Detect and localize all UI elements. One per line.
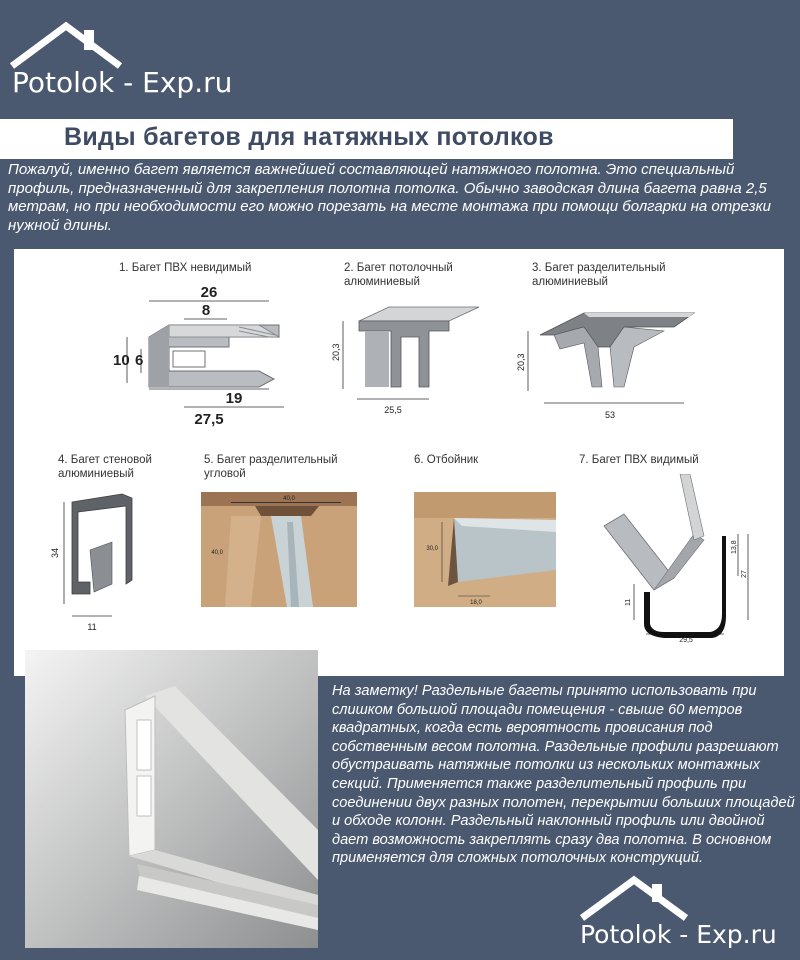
caption-profile-2 [344, 261, 453, 289]
logo-text: Potolok - Exp.ru [580, 920, 777, 949]
caption-line: алюминиевый [58, 468, 134, 480]
caption-line: алюминиевый [532, 276, 608, 288]
caption-line: 4. Багет стеновой [58, 454, 152, 466]
dim-width: 25,5 [384, 405, 402, 415]
dim-top: 40,0 [283, 496, 295, 502]
dim-left-outer: 10 [113, 352, 130, 369]
house-roof-icon [578, 870, 698, 922]
dim-height: 20,3 [516, 353, 526, 371]
dim-bottom-inner: 19 [225, 390, 243, 407]
page-title: Виды багетов для натяжных потолков [64, 123, 554, 151]
caption-line: алюминиевый [344, 276, 420, 288]
caption-line: 3. Багет разделительный [532, 262, 666, 274]
caption-profile-7 [579, 453, 699, 467]
dim-height: 20,3 [331, 343, 341, 361]
profile-2-drawing [329, 291, 479, 421]
profile-3-drawing [514, 291, 704, 421]
caption-profile-6 [414, 453, 478, 467]
dim-height: 34 [50, 547, 60, 558]
dim-left: 11 [625, 598, 632, 606]
caption-profile-5 [204, 453, 338, 481]
title-bar [0, 119, 733, 159]
dim-height: 30,0 [426, 546, 438, 552]
brand-logo-footer[interactable] [570, 870, 800, 960]
brand-logo[interactable] [0, 0, 240, 110]
caption-line: 6. Отбойник [414, 454, 479, 466]
dim-width: 53 [604, 410, 616, 420]
profile-1-drawing [109, 279, 309, 429]
caption-line: 1. Багет ПВХ невидимый [119, 262, 252, 274]
dim-left-inner: 6 [135, 352, 144, 369]
house-roof-icon [8, 4, 128, 70]
profile-7-drawing [594, 474, 754, 644]
profile-4-drawing [42, 484, 152, 634]
dim-outer-height: 27 [741, 570, 748, 578]
note-paragraph: На заметку! Раздельные багеты принято использовать при слишком большой площади помещения - свыше 60 метров квадратных, когда есть вероятность провисания под собственным весом полотна. Раздельные профили разрешают обустраивать натяжные потолки из нескольких монтажных секций. Применяется также разделительный профиль при соединении двух разных полотен, перекрытии больших площадей и обходе колонн. Раздельный наклонный профиль или двойной дает возможность закреплять сразу два полотна. В основном применяется для сложных потолочных конструкций. [332, 683, 795, 867]
profile-5-photo [201, 492, 357, 607]
caption-line: 5. Багет разделительный [204, 454, 338, 466]
dim-width: 29,5 [679, 637, 693, 644]
caption-profile-3 [532, 261, 666, 289]
caption-line: угловой [204, 468, 246, 480]
dim-side: 40,0 [211, 550, 223, 556]
dim-inner-height: 13,8 [731, 540, 738, 554]
profiles-diagram-panel [14, 249, 784, 676]
separator-profile-photo [25, 650, 318, 948]
caption-profile-1 [119, 261, 251, 275]
dim-width: 18,0 [470, 600, 482, 606]
logo-text: Potolok - Exp.ru [12, 66, 233, 99]
dim-top-outer: 26 [200, 284, 218, 301]
caption-line: 7. Багет ПВХ видимый [579, 454, 699, 466]
dim-width: 11 [87, 622, 97, 632]
profile-photo-render [25, 650, 318, 948]
profile-6-photo [414, 492, 556, 607]
caption-profile-4 [58, 453, 152, 481]
caption-line: 2. Багет потолочный [344, 262, 453, 274]
dim-bottom-outer: 27,5 [194, 411, 224, 428]
dim-top-inner: 8 [201, 302, 211, 319]
intro-paragraph: Пожалуй, именно багет является важнейшей составляющей натяжного полотна. Это специальный профиль, предназначенный для закрепления полотна потолка. Обычно заводская длина багета равна 2,5 метрам, но при необходимости его можно порезать на месте монтажа при помощи болгарки на отрезки нужной длины. [8, 161, 772, 234]
